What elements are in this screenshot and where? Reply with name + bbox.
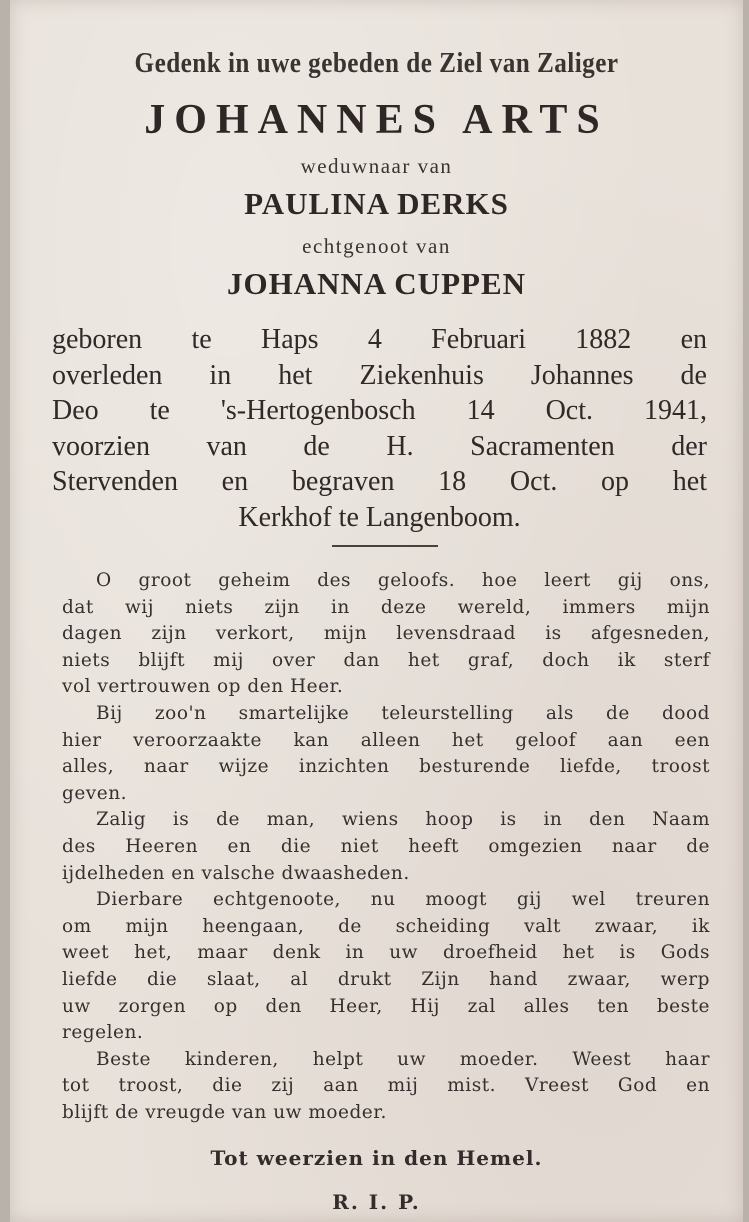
prayer-line: Zalig is de man, wiens hoop is in den Naam bbox=[96, 809, 710, 831]
memorial-card bbox=[10, 0, 743, 1222]
prayer-line: blijft de vreugde van uw moeder. bbox=[62, 1101, 387, 1123]
prayer-line: hier veroorzaakte kan alleen het geloof aan een bbox=[62, 729, 710, 751]
prayer-line: tot troost, die zij aan mij mist. Vreest God en bbox=[62, 1075, 710, 1097]
prayer-line: dagen zijn verkort, mijn levensdraad is afgesneden, bbox=[62, 623, 710, 645]
deceased-name: JOHANNES ARTS bbox=[144, 97, 609, 143]
prayer-line: O groot geheim des geloofs. hoe leert gij ons, bbox=[96, 570, 710, 591]
biography-line: Deo te 's-Hertogenbosch 14 Oct. 1941, bbox=[52, 395, 707, 426]
second-spouse-name: JOHANNA CUPPEN bbox=[226, 266, 527, 301]
rip-text: R. I. P. bbox=[332, 1190, 421, 1214]
biography bbox=[52, 322, 707, 535]
biography-line: Kerkhof te Langenboom. bbox=[238, 501, 521, 533]
biography-line: Stervenden en begraven 18 Oct. op het bbox=[52, 466, 707, 497]
prayer-line: geven. bbox=[62, 782, 127, 804]
biography-line: overleden in het Ziekenhuis Johannes de bbox=[52, 359, 707, 391]
prayer-line: Dierbare echtgenoote, nu moogt gij wel treuren bbox=[96, 889, 710, 911]
prayer-line: Beste kinderen, helpt uw moeder. Weest haar bbox=[96, 1048, 710, 1070]
prayer-line: alles, naar wijze inzichten besturende liefde, troost bbox=[62, 756, 710, 778]
biography-line: geboren te Haps 4 Februari 1882 en bbox=[52, 324, 707, 355]
closing-line: Tot weerzien in den Hemel. bbox=[210, 1146, 543, 1170]
prayer-line: des Heeren en die niet heeft omgezien naar de bbox=[62, 835, 710, 857]
prayer-line: liefde die slaat, al drukt Zijn hand zwaar, werp bbox=[62, 968, 710, 990]
prayer-line: weet het, maar denk in uw droefheid het is Gods bbox=[62, 942, 710, 964]
prayer-line: Bij zoo'n smartelijke teleurstelling als de dood bbox=[96, 702, 710, 724]
prayer-text bbox=[62, 568, 710, 1126]
prayer-line: niets blijft mij over dan het graf, doch ik sterf bbox=[62, 649, 710, 671]
prayer-line: dat wij niets zijn in deze wereld, immers mijn bbox=[62, 596, 710, 618]
relation-widower: weduwnaar van bbox=[300, 154, 453, 178]
prayer-line: vol vertrouwen op den Heer. bbox=[62, 676, 344, 698]
biography-line: voorzien van de H. Sacramenten der bbox=[52, 430, 707, 462]
divider-rule bbox=[332, 545, 438, 547]
prayer-line: ijdelheden en valsche dwaasheden. bbox=[62, 862, 410, 884]
intro-text: Gedenk in uwe gebeden de Ziel van Zaliger bbox=[134, 48, 619, 79]
prayer-line: om mijn heengaan, de scheiding valt zwaar, ik bbox=[62, 915, 710, 937]
prayer-line: regelen. bbox=[62, 1022, 144, 1044]
prayer-line: uw zorgen op den Heer, Hij zal alles ten beste bbox=[62, 995, 710, 1017]
relation-husband: echtgenoot van bbox=[302, 234, 451, 258]
first-spouse-name: PAULINA DERKS bbox=[244, 186, 509, 221]
